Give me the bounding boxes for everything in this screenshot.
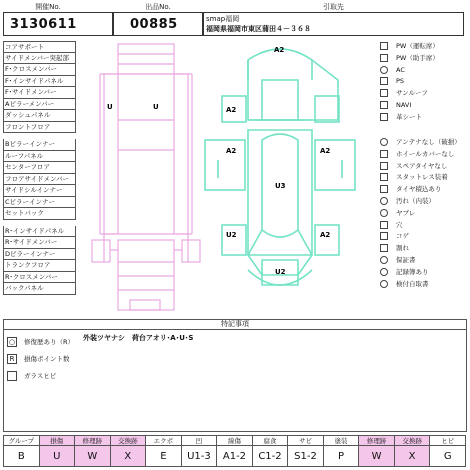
option-item (380, 184, 468, 196)
legend-label: 修復歴あり（R） (24, 338, 75, 346)
option-checkbox (380, 173, 388, 181)
grade-value: S1-2 (288, 446, 324, 467)
part-row: サイドシルインナー (3, 185, 76, 197)
option-item (380, 53, 468, 65)
option-item (380, 41, 468, 53)
option-checkbox (380, 162, 388, 170)
auction-no-value: 3130611 (3, 12, 113, 36)
grade-value: U (39, 446, 75, 467)
option-item (380, 100, 468, 112)
option-checkbox (380, 138, 388, 146)
option-item (380, 137, 468, 149)
grade-header: 交換跡 (394, 436, 430, 446)
part-row: F･クロスメンバー (3, 64, 76, 76)
grade-value: P (323, 446, 359, 467)
grade-header: サビ (288, 436, 324, 446)
option-checkbox (380, 185, 388, 193)
option-checkbox (380, 268, 388, 276)
part-row: F･サイドメンバー (3, 87, 76, 99)
destination-label: 引取先 (323, 3, 344, 11)
option-item (380, 112, 468, 124)
lot-no-value: 00885 (113, 12, 203, 36)
option-item (380, 88, 468, 100)
option-checkbox (380, 150, 388, 158)
grade-value: X (110, 446, 146, 467)
part-row: ルーフパネル (3, 151, 76, 163)
option-label: スペアタイヤなし (396, 161, 448, 170)
part-row: ダッシュパネル (3, 110, 76, 122)
option-checkbox (380, 221, 388, 229)
option-checkbox (380, 197, 388, 205)
option-label: スタットレス装着 (396, 173, 448, 182)
option-checkbox (380, 66, 388, 74)
lot-no-label: 出品No. (145, 3, 171, 11)
part-row: R･クロスメンバー (3, 272, 76, 284)
option-item (380, 208, 468, 220)
grade-header: ヒビ (430, 436, 466, 446)
option-item (380, 76, 468, 88)
option-checkbox (380, 256, 388, 264)
option-checkbox (380, 89, 388, 97)
part-row: Bピラーインナー (3, 139, 76, 151)
option-checkbox (380, 280, 388, 288)
grade-value: U1-3 (181, 446, 217, 467)
destination-name: smap福岡 (206, 15, 240, 23)
option-item (380, 220, 468, 232)
option-label: NAVI (396, 101, 412, 109)
car-outline (205, 49, 355, 285)
car-mark-2: A2 (226, 106, 237, 114)
option-item (380, 267, 468, 279)
part-row: サイドメンバー突起部 (3, 53, 76, 65)
grade-header: 塗装 (323, 436, 359, 446)
car-mark-1: A2 (274, 46, 285, 54)
option-item (380, 65, 468, 77)
option-label: PS (396, 77, 405, 86)
option-label: 汚れ（内装） (396, 197, 435, 205)
option-item (380, 149, 468, 161)
part-row: トランクフロア (3, 260, 76, 272)
option-label: PW（助手席） (396, 53, 439, 62)
legend-symbol: ○ (8, 338, 16, 346)
option-label: 割れ (396, 244, 409, 253)
grade-header: 線傷 (217, 436, 253, 446)
option-checkbox (380, 42, 388, 50)
option-label: タイヤ積込あり (396, 185, 442, 194)
grade-value: A1-2 (217, 446, 253, 467)
frame-mark-right: U (153, 103, 159, 111)
option-item (380, 279, 468, 291)
part-row: R･サイドメンバー (3, 237, 76, 249)
option-checkbox (380, 101, 388, 109)
legend-label: 損傷ポイント数 (24, 355, 70, 363)
part-row: R･インサイドパネル (3, 226, 76, 238)
option-item (380, 196, 468, 208)
option-label: アンテナなし（破損） (396, 138, 461, 146)
grade-header: 修理跡 (75, 436, 111, 446)
frame-mark-left: U (107, 103, 113, 111)
grade-header: 損傷 (39, 436, 75, 446)
option-checkbox (380, 113, 388, 121)
grade-header: 修理跡 (359, 436, 395, 446)
part-row: コアサポート (3, 41, 76, 53)
part-row: Aピラーメンバー (3, 99, 76, 111)
option-item (380, 161, 468, 173)
notes-text: 外装ツヤナシ 荷台アオリ･A･U･S (83, 334, 194, 342)
option-checkbox (380, 54, 388, 62)
part-row: センターフロア (3, 162, 76, 174)
option-label: AC (396, 65, 405, 74)
option-checkbox (380, 77, 388, 85)
part-row: フロアサイドメンバー (3, 174, 76, 186)
option-label: 検付自取書 (396, 279, 429, 288)
part-row: Dピラーインナー (3, 249, 76, 261)
car-mark-5: U3 (275, 182, 286, 190)
grade-header: エクボ (146, 436, 182, 446)
legend-symbol (7, 371, 17, 381)
grade-header: 腐食 (252, 436, 288, 446)
part-row: Cピラーインナー (3, 197, 76, 209)
option-label: 記録簿あり (396, 267, 429, 276)
option-label: ヤブレ (396, 208, 416, 217)
option-item (380, 255, 468, 267)
car-mark-4: A2 (320, 147, 331, 155)
part-row: F･インサイドパネル (3, 76, 76, 88)
option-label: 穴 (396, 220, 403, 229)
option-item (380, 231, 468, 243)
car-mark-3: A2 (226, 147, 237, 155)
option-checkbox (380, 232, 388, 240)
part-row: バックパネル (3, 283, 76, 295)
grade-value: W (75, 446, 111, 467)
grade-table (3, 435, 466, 467)
grade-value: G (430, 446, 466, 467)
option-label: PW（運転席） (396, 42, 439, 50)
grade-value: C1-2 (252, 446, 288, 467)
option-checkbox (380, 209, 388, 217)
option-item (380, 172, 468, 184)
option-label: 革シート (396, 112, 422, 121)
option-item (380, 243, 468, 255)
notes-frame (3, 319, 467, 432)
grade-header: 凹 (181, 436, 217, 446)
legend-symbol: R (7, 354, 17, 364)
option-label: コゲ (396, 232, 409, 241)
grade-value: E (146, 446, 182, 467)
part-row: セットバック (3, 208, 76, 220)
frame-outline (92, 44, 200, 310)
option-label: ホイールカバーなし (396, 149, 455, 158)
grade-value: W (359, 446, 395, 467)
notes-title: 特記事項 (3, 319, 467, 330)
option-checkbox (380, 244, 388, 252)
grade-header: グループ (4, 436, 40, 446)
car-mark-6: U2 (226, 231, 237, 239)
auction-no-label: 開催No. (35, 3, 61, 11)
grade-value: X (394, 446, 430, 467)
grade-value: B (4, 446, 40, 467)
option-label: サンルーフ (396, 89, 428, 98)
car-mark-7: A2 (320, 231, 331, 239)
part-row: フロントフロア (3, 122, 76, 134)
grade-header: 交換跡 (110, 436, 146, 446)
destination-address: 福岡県福岡市東区蒲田４－３６８ (206, 25, 311, 33)
car-mark-8: U2 (275, 268, 286, 276)
legend-label: ガラスヒビ (24, 372, 57, 380)
option-label: 保証書 (396, 256, 416, 264)
